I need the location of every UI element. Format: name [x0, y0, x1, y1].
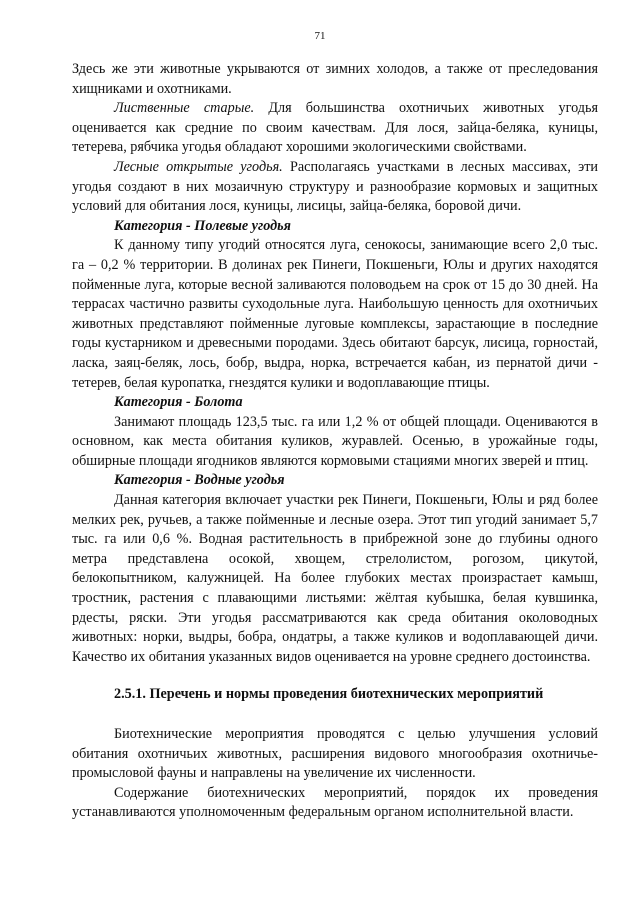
section-paragraph: Содержание биотехнических мероприятий, порядок их проведения устанавливаются уполномоченным федеральным органом исполнительной власти. — [72, 784, 598, 821]
category-text-water: Данная категория включает участки рек Пинеги, Покшеньги, Юлы и ряд более мелких рек, ручьев, а также пойменные и лесные озера. Этот тип угодий занимает 5,7 тыс. га или 0,6 %. Водная растительность в прибрежной зоне до глубины одного метра представлена осокой, хвощем, стрелолистом, рогозом, цикутой, белокопытником, калужницей. На более глубоких местах произрастает камыш, тростник, растения с плавающими листьями: жёлтая кубышка, белая кувшинка, рдесты, ряски. Эти угодья рассматриваются как среда обитания околоводных животных: норки, выдры, бобра, ондатры, а также куликов и водоплавающей дичи. Качество их обитания указанных видов оценивается на уровне среднего достоинства. — [72, 492, 598, 665]
intro-continuation-paragraph: Здесь же эти животные укрываются от зимних холодов, а также от преследования хищниками и охотниками. — [72, 61, 598, 97]
open-forest-lead: Лесные открытые угодья. — [114, 158, 283, 175]
page-content — [72, 60, 598, 823]
page-number: 71 — [314, 30, 326, 42]
old-deciduous-paragraph — [72, 99, 598, 158]
category-heading-water: Категория - Водные угодья — [114, 472, 285, 489]
category-text-swamps: Занимают площадь 123,5 тыс. га или 1,2 % от общей площади. Оцениваются в основном, как места обитания куликов, журавлей. Осенью, в урожайные годы, обширные площади ягодников являются кормовыми стациями многих зверей и птиц. — [72, 413, 598, 469]
old-deciduous-lead: Лиственные старые. — [114, 100, 255, 117]
category-heading-fields: Категория - Полевые угодья — [114, 217, 291, 234]
open-forest-text: Располагаясь участками в лесных массивах, эти угодья создают в них мозаичную структуру и разнообразие кормовых и защитных условий для обитания лося, куницы, лисицы, зайца-беляка, боровой дичи. — [72, 158, 598, 215]
category-heading-swamps: Категория - Болота — [114, 394, 243, 411]
category-text-fields: К данному типу угодий относятся луга, сенокосы, занимающие всего 2,0 тыс. га – 0,2 % территории. В долинах рек Пинеги, Покшеньги, Юлы и других находятся пойменные луга, которые весной заливаются половодьем на срок от 15 до 30 дней. На террасах частично развиты суходольные луга. Наибольшую ценность для охотничьих животных представляют пойменные луговые комплексы, зарастающие в последние годы кустарником и древесными породами. Здесь обитают барсук, лисица, горностай, ласка, заяц-беляк, лось, бобр, выдра, норка, встречается кабан, из пернатой дичи - тетерев, белая куропатка, гнездятся кулики и водоплавающие птицы. — [72, 237, 598, 391]
section-paragraph: Биотехнические мероприятия проводятся с целью улучшения условий обитания охотничьих животных, расширения видового многообразия охотничье-промысловой фауны и направлены на увеличение их численности. — [72, 726, 598, 782]
old-deciduous-text: Для большинства охотничьих животных угодья оценивается как средние по своим качествам. Для лося, зайца-беляка, куницы, тетерева, рябчика угодья обладают хорошими экологическими свойствами. — [72, 100, 599, 156]
section-heading: 2.5.1. Перечень и нормы проведения биотехнических мероприятий — [114, 686, 544, 703]
open-forest-paragraph — [72, 158, 598, 217]
